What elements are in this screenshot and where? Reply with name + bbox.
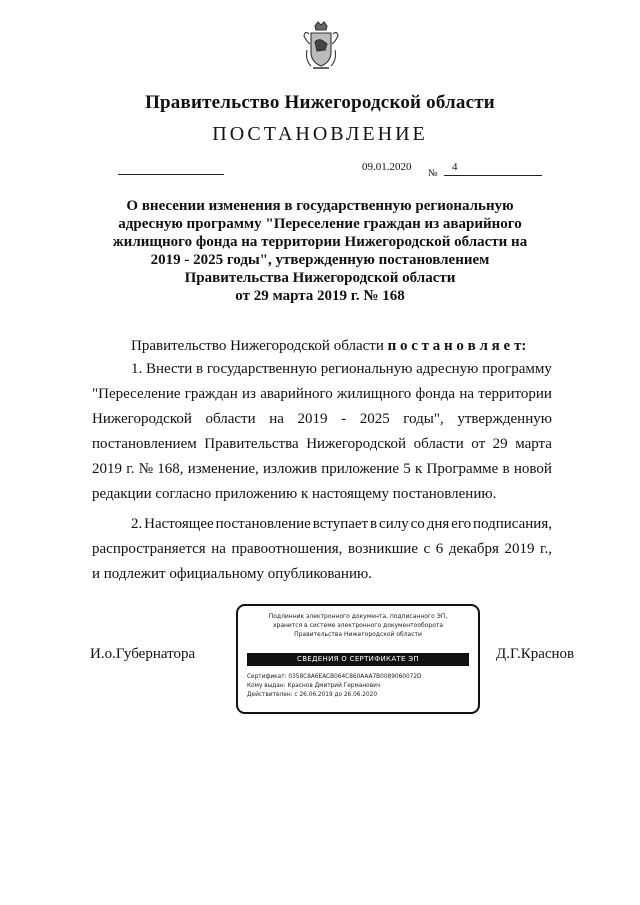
date-underline-left xyxy=(118,174,224,175)
preamble-verb: п о с т а н о в л я е т: xyxy=(387,338,527,354)
word: с xyxy=(423,541,431,557)
word: утвержденную xyxy=(457,411,552,427)
word: постановление xyxy=(215,516,311,532)
word: распространяется xyxy=(92,541,206,557)
word: к xyxy=(414,461,423,477)
word: изменение, xyxy=(187,461,259,477)
electronic-signature-stamp xyxy=(236,604,480,714)
word: на xyxy=(211,541,226,557)
word: граждан xyxy=(184,386,238,402)
word: 168, xyxy=(157,461,184,477)
word: 29 xyxy=(492,436,508,452)
heading-line: жилищного фонда на территории Нижегородской области на xyxy=(112,234,528,250)
word: области xyxy=(413,436,464,452)
coat-of-arms-icon xyxy=(301,20,341,72)
number-sign: № xyxy=(428,168,438,179)
word: - xyxy=(341,411,347,427)
word: постановлением xyxy=(92,436,197,452)
word: на xyxy=(459,386,475,402)
certificate-owner: Кому выдан: Краснов Дмитрий Германович xyxy=(247,683,381,689)
word: новой xyxy=(513,461,552,477)
stamp-header xyxy=(238,612,478,639)
word: годы", xyxy=(403,411,444,427)
paragraph-line xyxy=(92,512,552,537)
word: 6 xyxy=(435,541,444,557)
word: в xyxy=(196,361,204,377)
preamble-text: Правительство Нижегородской области xyxy=(131,338,384,354)
word: Нижегородской xyxy=(306,436,407,452)
word: возникшие xyxy=(348,541,418,557)
paragraph-line xyxy=(92,457,552,482)
word: в xyxy=(370,516,378,532)
word: области xyxy=(205,411,256,427)
certificate-validity: Действителен: с 26.06.2019 до 26.06.2020 xyxy=(247,692,378,698)
word: г. xyxy=(126,461,135,477)
paragraph-line xyxy=(92,357,552,382)
heading-line: 2019 - 2025 годы", утвержденную постановлением xyxy=(150,252,490,268)
number-underline xyxy=(444,175,542,176)
stamp-line: Правительства Нижегородской области xyxy=(294,631,422,638)
document-heading xyxy=(100,197,540,305)
word: дня xyxy=(426,516,450,532)
word: Внести xyxy=(145,361,193,377)
paragraph-line xyxy=(92,537,552,562)
word: № xyxy=(138,461,153,477)
word: региональную xyxy=(320,361,413,377)
certificate-serial: Сертификат: 0358C8A6EACB064C860AAA7B0089060072D xyxy=(247,674,422,680)
signer-position: И.о.Губернатора xyxy=(90,646,196,662)
word: фонда xyxy=(415,386,456,402)
preamble xyxy=(131,334,526,358)
word: государственную xyxy=(206,361,317,377)
word: в xyxy=(502,461,510,477)
paragraph-line: редакции согласно приложению к настоящему постановлению. xyxy=(92,486,497,502)
word: 2. xyxy=(131,516,143,532)
word: 5 xyxy=(403,461,411,477)
document-number: 4 xyxy=(452,161,458,173)
word: 2019 xyxy=(92,461,122,477)
word: силу xyxy=(379,516,409,532)
word: на xyxy=(269,411,284,427)
paragraph-line xyxy=(92,407,552,432)
word: изложив xyxy=(263,461,318,477)
document-type: ПОСТАНОВЛЕНИЕ xyxy=(212,123,428,145)
government-title: Правительство Нижегородской области xyxy=(145,92,495,113)
word: Настоящее xyxy=(144,516,214,532)
certificate-info-bar: СВЕДЕНИЯ О СЕРТИФИКАТЕ ЭП xyxy=(247,653,469,666)
word: декабря xyxy=(448,541,499,557)
word: г., xyxy=(540,541,552,557)
word: правоотношения, xyxy=(231,541,343,557)
paragraph-1 xyxy=(92,357,552,507)
word: приложение xyxy=(321,461,399,477)
word: 2025 xyxy=(359,411,390,427)
stamp-line: Подлинник электронного документа, подписанного ЭП, xyxy=(268,613,448,620)
paragraph-line xyxy=(92,382,552,407)
word: со xyxy=(410,516,425,532)
word: 2019 xyxy=(504,541,535,557)
word: жилищного xyxy=(337,386,412,402)
paragraph-line xyxy=(92,432,552,457)
stamp-line: хранится в системе электронного документооборота xyxy=(272,622,444,629)
heading-line: Правительства Нижегородской области xyxy=(184,270,456,286)
word: Правительства xyxy=(204,436,299,452)
heading-line: О внесении изменения в государственную региональную xyxy=(126,198,514,214)
word: вступает xyxy=(312,516,369,532)
heading-line: адресную программу "Переселение граждан из аварийного xyxy=(118,216,522,232)
word: адресную xyxy=(416,361,479,377)
word: аварийного xyxy=(260,386,333,402)
word: "Переселение xyxy=(92,386,181,402)
word: Программе xyxy=(426,461,499,477)
word: 2019 xyxy=(297,411,328,427)
paragraph-2 xyxy=(92,512,552,587)
word: марта xyxy=(515,436,552,452)
word: территории xyxy=(478,386,552,402)
word: 1. xyxy=(131,361,143,377)
document-date: 09.01.2020 xyxy=(362,161,412,173)
signer-name: Д.Г.Краснов xyxy=(496,646,575,662)
word: его xyxy=(451,516,472,532)
word: из xyxy=(242,386,256,402)
word: от xyxy=(471,436,486,452)
heading-line: от 29 марта 2019 г. № 168 xyxy=(235,288,405,304)
certificate-details xyxy=(247,673,473,700)
word: подписания, xyxy=(473,516,552,532)
word: программу xyxy=(482,361,552,377)
paragraph-line: и подлежит официальному опубликованию. xyxy=(92,566,372,582)
word: Нижегородской xyxy=(92,411,192,427)
